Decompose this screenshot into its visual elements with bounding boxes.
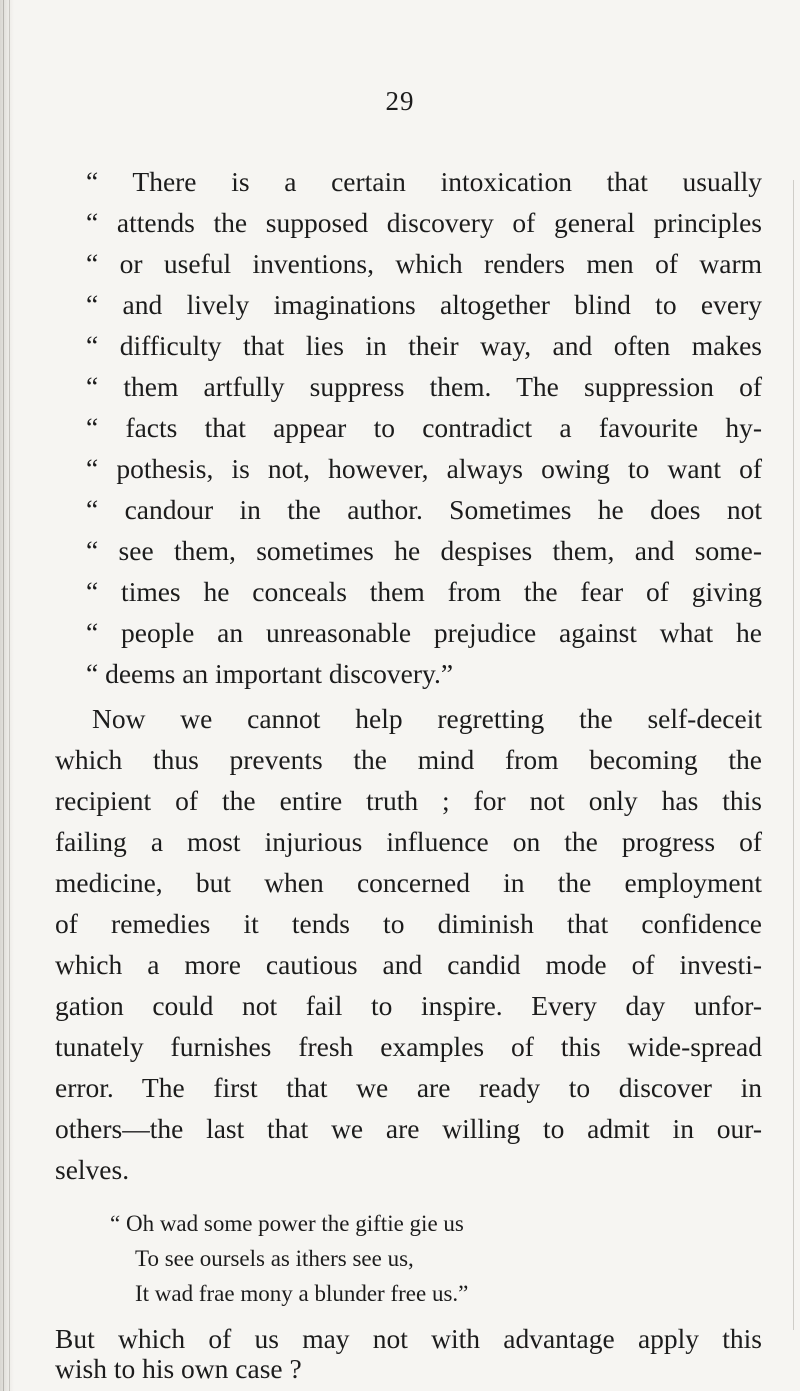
quotation-line: “ them artfully suppress them. The suppression of (86, 371, 762, 402)
closing-line: wish to his own case ? (55, 1353, 302, 1384)
quotation-line: “ facts that appear to contradict a favourite hy- (86, 412, 762, 443)
quotation-line: “ pothesis, is not, however, always owing to want of (86, 453, 762, 484)
quotation-line: “ difficulty that lies in their way, and often makes (86, 330, 762, 361)
paragraph-line: failing a most injurious influence on the progress of (55, 826, 762, 857)
paragraph-line: medicine, but when concerned in the employment (55, 867, 762, 898)
page-edge-line (3, 0, 4, 1391)
paragraph-line: error. The first that we are ready to discover in (55, 1072, 762, 1103)
quotation-line: “ and lively imaginations altogether blind to every (86, 289, 762, 320)
poem-line: To see oursels as ithers see us, (135, 1246, 414, 1271)
quotation-line: “ attends the supposed discovery of general principles (86, 207, 762, 238)
page-number: 29 (385, 86, 415, 116)
paragraph-line: gation could not fail to inspire. Every day unfor- (55, 990, 762, 1021)
quotation-line: “ or useful inventions, which renders men of warm (86, 248, 762, 279)
paragraph-line: others—the last that we are willing to admit in our- (55, 1113, 762, 1144)
paragraph-line: tunately furnishes fresh examples of this wide-spread (55, 1031, 762, 1062)
paragraph-line: which a more cautious and candid mode of investi- (55, 949, 762, 980)
quotation-line: “ people an unreasonable prejudice against what he (86, 617, 762, 648)
paragraph-line: Now we cannot help regretting the self-deceit (92, 703, 762, 734)
paragraph-line: selves. (55, 1154, 130, 1185)
closing-line: But which of us may not with advantage apply this (55, 1323, 762, 1354)
quotation-line: “ deems an important discovery.” (86, 658, 454, 689)
poem-line: “ Oh wad some power the giftie gie us (110, 1211, 464, 1236)
page-edge-line (9, 0, 10, 1391)
quotation-line: “ candour in the author. Sometimes he does not (86, 494, 762, 525)
quotation-line: “ There is a certain intoxication that usually (86, 166, 762, 197)
page-right-rule (793, 180, 794, 1330)
quotation-line: “ see them, sometimes he despises them, and some- (86, 535, 762, 566)
quotation-line: “ times he conceals them from the fear of giving (86, 576, 762, 607)
paragraph-line: recipient of the entire truth ; for not only has this (55, 785, 762, 816)
paragraph-line: which thus prevents the mind from becoming the (55, 744, 762, 775)
paragraph-line: of remedies it tends to diminish that confidence (55, 908, 762, 939)
poem-line: It wad frae mony a blunder free us.” (135, 1281, 469, 1306)
